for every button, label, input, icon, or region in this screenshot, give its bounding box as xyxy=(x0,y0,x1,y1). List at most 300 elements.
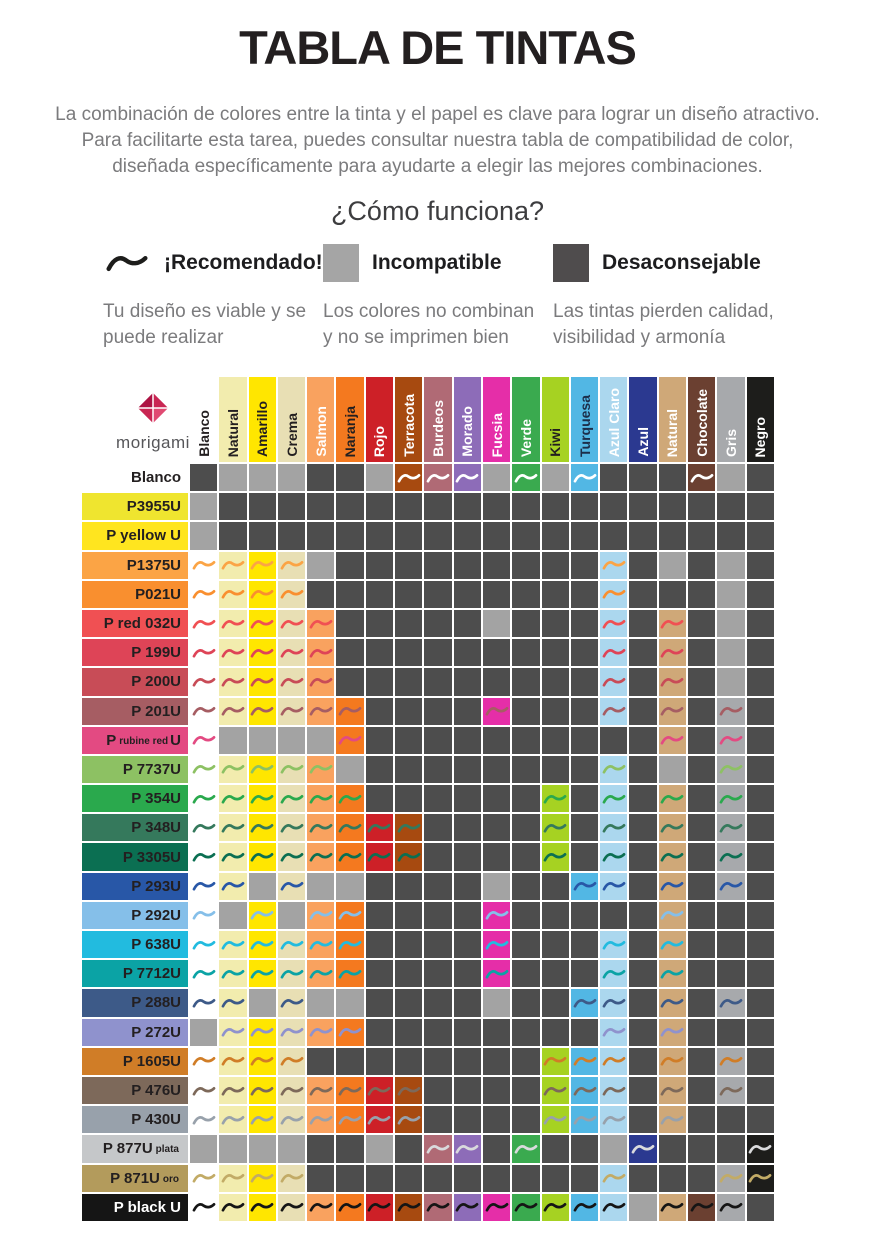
grid-cell xyxy=(717,960,744,987)
grid-cell xyxy=(395,1048,422,1075)
squiggle-icon xyxy=(221,705,245,717)
grid-cell xyxy=(307,1194,334,1221)
grid-cell xyxy=(542,1106,569,1133)
grid-cell xyxy=(249,785,276,812)
grid-cell xyxy=(542,522,569,549)
grid-cell xyxy=(542,814,569,841)
squiggle-icon xyxy=(660,1201,684,1213)
squiggle-icon xyxy=(250,851,274,863)
grid-cell xyxy=(219,522,246,549)
grid-cell xyxy=(600,1077,627,1104)
grid-cell xyxy=(659,610,686,637)
squiggle-icon xyxy=(602,793,626,805)
squiggle-icon xyxy=(192,822,216,834)
ink-label: P021U xyxy=(135,585,181,603)
grid-cell xyxy=(336,698,363,725)
squiggle-icon xyxy=(660,734,684,746)
grid-cell xyxy=(483,902,510,929)
ink-label: P 199U xyxy=(131,644,181,662)
grid-cell xyxy=(366,1077,393,1104)
ink-label-small: oro xyxy=(162,1173,179,1185)
ink-label: P yellow U xyxy=(106,527,181,545)
grid-cell xyxy=(336,581,363,608)
grid-cell xyxy=(219,727,246,754)
grid-cell xyxy=(219,1135,246,1162)
grid-cell xyxy=(483,610,510,637)
grid-cell xyxy=(366,581,393,608)
grid-cell xyxy=(307,843,334,870)
grid-cell xyxy=(483,814,510,841)
squiggle-icon xyxy=(280,763,304,775)
grid-cell xyxy=(395,639,422,666)
squiggle-icon xyxy=(367,1085,391,1097)
grid-cell xyxy=(190,843,217,870)
legend-desc-line: Tu diseño es viable y se xyxy=(103,301,307,322)
grid-cell xyxy=(249,1048,276,1075)
grid-cell xyxy=(366,552,393,579)
grid-cell xyxy=(395,668,422,695)
grid-cell xyxy=(307,1019,334,1046)
squiggle-icon xyxy=(280,676,304,688)
grid-cell xyxy=(190,873,217,900)
grid-cell xyxy=(424,931,451,958)
squiggle-icon xyxy=(338,734,362,746)
paper-header-label: Verde xyxy=(517,418,534,457)
squiggle-icon xyxy=(221,1172,245,1184)
squiggle-icon xyxy=(602,559,626,571)
paper-header-cell xyxy=(454,377,481,462)
squiggle-icon xyxy=(573,1201,597,1213)
ink-label: P 292U xyxy=(131,906,181,924)
squiggle-icon xyxy=(660,676,684,688)
squiggle-icon xyxy=(280,939,304,951)
grid-cell xyxy=(542,464,569,491)
grid-cell xyxy=(600,464,627,491)
grid-cell xyxy=(512,960,539,987)
squiggle-icon xyxy=(660,618,684,630)
grid-cell xyxy=(600,902,627,929)
grid-cell xyxy=(366,1194,393,1221)
grid-cell xyxy=(512,989,539,1016)
ink-label: P 201U xyxy=(131,702,181,720)
grid-cell xyxy=(600,1194,627,1221)
paper-header-label: Natural xyxy=(224,408,241,457)
grid-cell xyxy=(629,1077,656,1104)
squiggle-icon xyxy=(573,472,597,484)
grid-cell xyxy=(600,1106,627,1133)
grid-cell xyxy=(629,931,656,958)
squiggle-icon xyxy=(250,618,274,630)
grid-cell xyxy=(190,902,217,929)
legend-inadvisable-desc xyxy=(553,299,778,351)
grid-cell xyxy=(542,756,569,783)
squiggle-icon xyxy=(250,705,274,717)
grid-cell xyxy=(307,1135,334,1162)
grid-cell xyxy=(629,1194,656,1221)
grid-cell xyxy=(571,1135,598,1162)
squiggle-icon xyxy=(660,1055,684,1067)
grid-cell xyxy=(629,610,656,637)
squiggle-icon xyxy=(250,1026,274,1038)
grid-cell xyxy=(366,464,393,491)
grid-cell xyxy=(483,960,510,987)
grid-cell xyxy=(542,668,569,695)
grid-cell xyxy=(717,843,744,870)
grid-cell xyxy=(278,931,305,958)
grid-cell xyxy=(219,493,246,520)
squiggle-icon xyxy=(514,1143,538,1155)
grid-cell xyxy=(483,1135,510,1162)
grid-cell xyxy=(366,610,393,637)
grid-cell xyxy=(424,1106,451,1133)
grid-cell xyxy=(688,989,715,1016)
grid-cell xyxy=(219,989,246,1016)
grid-cell xyxy=(395,960,422,987)
squiggle-icon xyxy=(455,1143,479,1155)
ink-label-cell xyxy=(82,1194,188,1221)
grid-cell xyxy=(512,931,539,958)
grid-cell xyxy=(395,698,422,725)
paper-header-cell xyxy=(688,377,715,462)
paper-header-label: Salmon xyxy=(312,406,329,457)
grid-cell xyxy=(454,1165,481,1192)
grid-cell xyxy=(688,1019,715,1046)
legend-incompatible-desc xyxy=(323,299,548,351)
squiggle-icon xyxy=(719,997,743,1009)
grid-cell xyxy=(688,1048,715,1075)
ink-label-cell xyxy=(82,581,188,608)
ink-label: P 476U xyxy=(131,1082,181,1100)
grid-cell xyxy=(629,989,656,1016)
grid-cell xyxy=(424,552,451,579)
grid-cell xyxy=(629,1019,656,1046)
compatibility-table xyxy=(82,377,774,1221)
grid-cell xyxy=(190,1165,217,1192)
squiggle-icon xyxy=(338,1114,362,1126)
grid-cell xyxy=(249,902,276,929)
grid-cell xyxy=(190,552,217,579)
squiggle-icon xyxy=(192,588,216,600)
squiggle-icon xyxy=(309,705,333,717)
squiggle-icon xyxy=(602,676,626,688)
grid-cell xyxy=(454,1077,481,1104)
grid-cell xyxy=(424,493,451,520)
paper-header-label: Fucsia xyxy=(488,412,505,457)
squiggle-icon xyxy=(280,705,304,717)
grid-cell xyxy=(454,1048,481,1075)
grid-cell xyxy=(717,727,744,754)
grid-cell xyxy=(717,989,744,1016)
squiggle-icon xyxy=(309,939,333,951)
grid-cell xyxy=(336,1106,363,1133)
grid-cell xyxy=(307,698,334,725)
paper-header-cell xyxy=(278,377,305,462)
grid-cell xyxy=(249,960,276,987)
grid-cell xyxy=(542,698,569,725)
squiggle-icon xyxy=(397,1201,421,1213)
grid-cell xyxy=(336,902,363,929)
grid-cell xyxy=(483,1106,510,1133)
grid-cell xyxy=(395,610,422,637)
grid-cell xyxy=(454,756,481,783)
legend-desc-line: visibilidad y armonía xyxy=(553,327,726,348)
grid-cell xyxy=(395,1194,422,1221)
grid-cell xyxy=(395,902,422,929)
squiggle-icon xyxy=(221,1055,245,1067)
grid-cell xyxy=(307,727,334,754)
grid-cell xyxy=(717,902,744,929)
grid-cell xyxy=(659,1019,686,1046)
grid-cell xyxy=(717,552,744,579)
grid-cell xyxy=(395,756,422,783)
squiggle-icon xyxy=(192,968,216,980)
inadvisable-swatch-icon xyxy=(553,244,589,282)
paper-header-cell xyxy=(366,377,393,462)
grid-cell xyxy=(629,493,656,520)
squiggle-icon xyxy=(426,472,450,484)
grid-cell xyxy=(190,522,217,549)
squiggle-icon xyxy=(221,793,245,805)
grid-cell xyxy=(424,639,451,666)
grid-cell xyxy=(307,493,334,520)
squiggle-icon xyxy=(338,705,362,717)
grid-cell xyxy=(249,1135,276,1162)
squiggle-icon xyxy=(573,1085,597,1097)
grid-cell xyxy=(512,668,539,695)
grid-cell xyxy=(454,1019,481,1046)
grid-cell xyxy=(336,522,363,549)
grid-cell xyxy=(600,931,627,958)
grid-cell xyxy=(190,785,217,812)
squiggle-icon xyxy=(221,588,245,600)
grid-cell xyxy=(249,931,276,958)
ink-label-cell xyxy=(82,1019,188,1046)
grid-cell xyxy=(512,581,539,608)
grid-cell xyxy=(249,1194,276,1221)
grid-cell xyxy=(424,1019,451,1046)
ink-label-cell xyxy=(82,756,188,783)
grid-cell xyxy=(483,1048,510,1075)
grid-cell xyxy=(219,814,246,841)
squiggle-icon xyxy=(748,1172,772,1184)
ink-label-cell xyxy=(82,843,188,870)
grid-cell xyxy=(688,1077,715,1104)
squiggle-icon xyxy=(192,880,216,892)
grid-cell xyxy=(688,902,715,929)
grid-cell xyxy=(512,522,539,549)
grid-cell xyxy=(659,668,686,695)
grid-cell xyxy=(219,639,246,666)
grid-cell xyxy=(278,464,305,491)
grid-cell xyxy=(747,1048,774,1075)
squiggle-icon xyxy=(660,705,684,717)
squiggle-icon xyxy=(192,559,216,571)
grid-cell xyxy=(424,1194,451,1221)
squiggle-icon xyxy=(192,763,216,775)
grid-cell xyxy=(249,668,276,695)
ink-label: P 877U xyxy=(102,1140,153,1158)
grid-cell xyxy=(747,814,774,841)
squiggle-icon xyxy=(192,1172,216,1184)
grid-cell xyxy=(249,843,276,870)
grid-cell xyxy=(688,668,715,695)
grid-cell xyxy=(424,785,451,812)
grid-cell xyxy=(571,1048,598,1075)
squiggle-icon xyxy=(280,1026,304,1038)
squiggle-icon xyxy=(602,618,626,630)
legend-incompatible xyxy=(323,242,548,351)
grid-cell xyxy=(659,522,686,549)
ink-label-small: plata xyxy=(155,1144,179,1156)
squiggle-icon xyxy=(602,939,626,951)
squiggle-icon xyxy=(367,822,391,834)
grid-cell xyxy=(278,989,305,1016)
grid-cell xyxy=(571,785,598,812)
grid-cell xyxy=(600,1165,627,1192)
grid-cell xyxy=(219,873,246,900)
squiggle-icon xyxy=(250,793,274,805)
grid-cell xyxy=(688,814,715,841)
grid-cell xyxy=(366,1048,393,1075)
grid-cell xyxy=(307,581,334,608)
grid-cell xyxy=(424,464,451,491)
squiggle-icon xyxy=(221,939,245,951)
squiggle-icon xyxy=(309,851,333,863)
grid-cell xyxy=(366,989,393,1016)
grid-cell xyxy=(307,960,334,987)
grid-cell xyxy=(659,581,686,608)
grid-cell xyxy=(512,1106,539,1133)
grid-cell xyxy=(249,698,276,725)
grid-cell xyxy=(571,610,598,637)
grid-cell xyxy=(307,989,334,1016)
grid-cell xyxy=(659,1165,686,1192)
squiggle-icon xyxy=(280,880,304,892)
grid-cell xyxy=(395,814,422,841)
grid-cell xyxy=(219,843,246,870)
squiggle-icon xyxy=(660,1085,684,1097)
squiggle-icon xyxy=(338,851,362,863)
paper-header-label: Amarillo xyxy=(254,400,271,457)
squiggle-icon xyxy=(250,1201,274,1213)
grid-cell xyxy=(717,1165,744,1192)
paper-header-label: Turquesa xyxy=(576,395,593,457)
squiggle-icon xyxy=(397,472,421,484)
grid-cell xyxy=(600,873,627,900)
grid-cell xyxy=(688,1106,715,1133)
grid-cell xyxy=(307,756,334,783)
ink-label: P 430U xyxy=(131,1111,181,1129)
squiggle-icon xyxy=(221,822,245,834)
grid-cell xyxy=(688,931,715,958)
grid-cell xyxy=(336,552,363,579)
squiggle-icon xyxy=(573,1114,597,1126)
grid-cell xyxy=(747,639,774,666)
legend-recommended-title: ¡Recomendado! xyxy=(164,251,323,274)
grid-cell xyxy=(542,931,569,958)
paper-header-label: Burdeos xyxy=(430,400,447,457)
squiggle-icon xyxy=(338,939,362,951)
squiggle-icon xyxy=(309,676,333,688)
grid-cell xyxy=(278,843,305,870)
squiggle-icon xyxy=(602,880,626,892)
grid-cell xyxy=(249,639,276,666)
squiggle-icon xyxy=(514,1201,538,1213)
squiggle-icon xyxy=(543,851,567,863)
grid-cell xyxy=(483,756,510,783)
ink-label-cell xyxy=(82,873,188,900)
squiggle-icon xyxy=(280,1172,304,1184)
grid-cell xyxy=(717,639,744,666)
grid-cell xyxy=(747,581,774,608)
grid-cell xyxy=(307,668,334,695)
grid-cell xyxy=(688,552,715,579)
squiggle-icon xyxy=(250,968,274,980)
squiggle-icon xyxy=(338,822,362,834)
squiggle-icon xyxy=(602,763,626,775)
grid-cell xyxy=(366,698,393,725)
grid-cell xyxy=(336,1194,363,1221)
paper-header-label: Morado xyxy=(459,406,476,457)
squiggle-icon xyxy=(602,1085,626,1097)
grid-cell xyxy=(190,1194,217,1221)
grid-cell xyxy=(278,522,305,549)
squiggle-icon xyxy=(309,618,333,630)
grid-cell xyxy=(190,727,217,754)
paper-header-cell xyxy=(190,377,217,462)
grid-cell xyxy=(717,1106,744,1133)
grid-cell xyxy=(219,1194,246,1221)
grid-cell xyxy=(717,464,744,491)
grid-cell xyxy=(483,464,510,491)
grid-cell xyxy=(249,522,276,549)
squiggle-icon xyxy=(280,1085,304,1097)
squiggle-icon xyxy=(280,1114,304,1126)
grid-cell xyxy=(278,1194,305,1221)
paper-header-label: Azul Claro xyxy=(605,387,622,457)
squiggle-icon xyxy=(397,1114,421,1126)
grid-cell xyxy=(424,989,451,1016)
ink-label-cell xyxy=(82,1135,188,1162)
grid-cell xyxy=(717,581,744,608)
grid-cell xyxy=(336,814,363,841)
squiggle-icon xyxy=(485,1201,509,1213)
grid-cell xyxy=(336,1165,363,1192)
ink-label-cell xyxy=(82,698,188,725)
squiggle-icon xyxy=(221,1114,245,1126)
grid-cell xyxy=(249,1165,276,1192)
grid-cell xyxy=(483,668,510,695)
squiggle-icon xyxy=(338,793,362,805)
ink-label-cell xyxy=(82,639,188,666)
grid-cell xyxy=(336,1135,363,1162)
grid-cell xyxy=(747,1077,774,1104)
squiggle-icon xyxy=(250,909,274,921)
paper-header-label: Gris xyxy=(722,428,739,457)
paper-header-label: Azul xyxy=(635,427,652,457)
grid-cell xyxy=(336,1077,363,1104)
legend-incompatible-head xyxy=(323,242,548,284)
squiggle-icon xyxy=(192,1114,216,1126)
grid-cell xyxy=(747,1165,774,1192)
grid-cell xyxy=(307,1048,334,1075)
squiggle-icon xyxy=(309,909,333,921)
grid-cell xyxy=(219,668,246,695)
grid-cell xyxy=(659,1048,686,1075)
squiggle-icon xyxy=(660,939,684,951)
grid-cell xyxy=(424,843,451,870)
grid-cell xyxy=(454,522,481,549)
